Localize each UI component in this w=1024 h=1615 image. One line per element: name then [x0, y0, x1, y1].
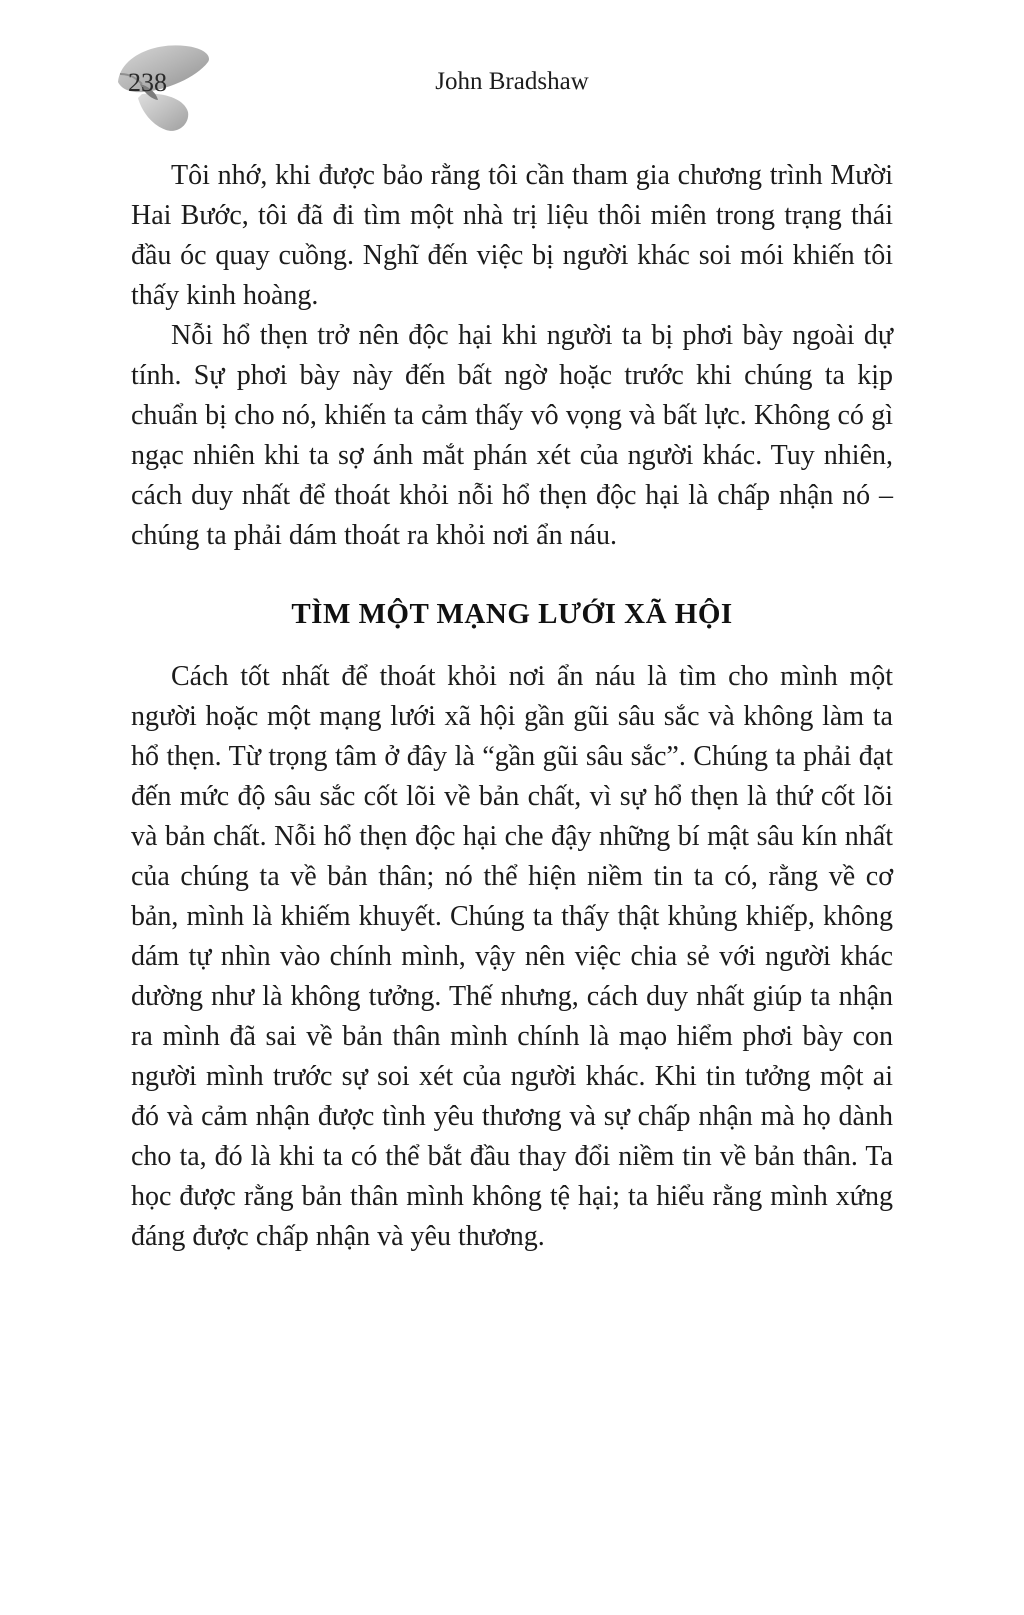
paragraph: Tôi nhớ, khi được bảo rằng tôi cần tham gia chương trình Mười Hai Bước, tôi đã đi tìm một nhà trị liệu thôi miên trong trạng thái đầu óc quay cuồng. Nghĩ đến việc bị người khác soi mói khiến tôi thấy kinh hoàng. — [131, 160, 893, 311]
paragraph: Cách tốt nhất để thoát khỏi nơi ẩn náu là tìm cho mình một người hoặc một mạng lưới xã hội gần gũi sâu sắc và không làm ta hổ thẹn. Từ trọng tâm ở đây là “gần gũi sâu sắc”. Chúng ta phải đạt đến mức độ sâu sắc cốt lõi về bản chất, vì sự hổ thẹn là thứ cốt lõi và bản chất. Nỗi hổ thẹn độc hại che đậy những bí mật sâu kín nhất của chúng ta về bản thân; nó thể hiện niềm tin ta có, rằng về cơ bản, mình là khiếm khuyết. Chúng ta thấy thật khủng khiếp, không dám tự nhìn vào chính mình, vậy nên việc chia sẻ với người khác dường như là không tưởng. Thế nhưng, cách duy nhất giúp ta nhận ra mình đã sai về bản thân mình chính là mạo hiểm phơi bày con người mình trước sự soi xét của người khác. Khi tin tưởng một ai đó và cảm nhận được tình yêu thương và sự chấp nhận mà họ dành cho ta, đó là khi ta có thể bắt đầu thay đổi niềm tin về bản thân. Ta học được rằng bản thân mình không tệ hại; ta hiểu rằng mình xứng đáng được chấp nhận và yêu thương. — [131, 661, 893, 1252]
page-content — [131, 156, 893, 1257]
paragraph: Nỗi hổ thẹn trở nên độc hại khi người ta bị phơi bày ngoài dự tính. Sự phơi bày này đến bất ngờ hoặc trước khi chúng ta kịp chuẩn bị cho nó, khiến ta cảm thấy vô vọng và bất lực. Không có gì ngạc nhiên khi ta sợ ánh mắt phán xét của người khác. Tuy nhiên, cách duy nhất để thoát khỏi nỗi hổ thẹn độc hại là chấp nhận nó – chúng ta phải dám thoát ra khỏi nơi ẩn náu. — [131, 320, 893, 551]
page-number: 238 — [128, 68, 167, 97]
section-heading: TÌM MỘT MẠNG LƯỚI XÃ HỘI — [291, 598, 733, 630]
running-title: John Bradshaw — [435, 68, 589, 95]
